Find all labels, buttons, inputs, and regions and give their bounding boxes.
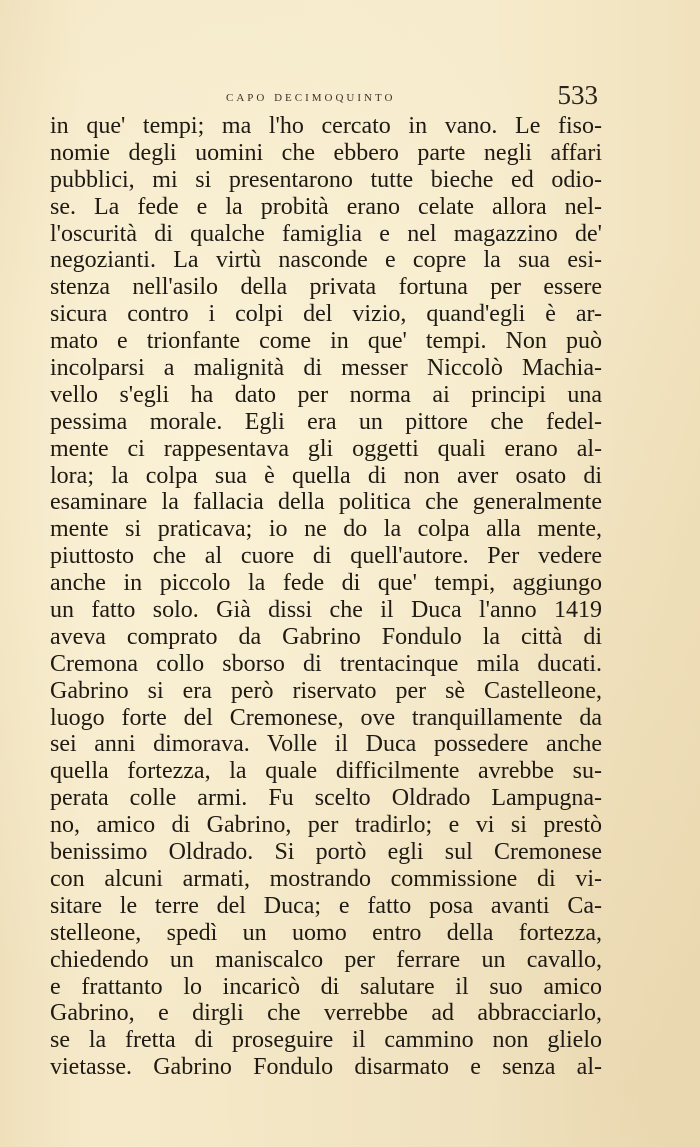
- text-line: con alcuni armati, mostrando commissione di vi-: [50, 865, 602, 892]
- text-line: chiedendo un maniscalco per ferrare un cavallo,: [50, 946, 602, 973]
- text-line: perata colle armi. Fu scelto Oldrado Lampugna-: [50, 785, 602, 812]
- text-line: pubblici, mi si presentarono tutte bieche ed odio-: [50, 166, 602, 193]
- text-line: sitare le terre del Duca; e fatto posa avanti Ca-: [50, 892, 602, 919]
- text-line: anche in piccolo la fede di que' tempi, aggiungo: [50, 570, 602, 597]
- text-line: nomie degli uomini che ebbero parte negli affari: [50, 139, 602, 166]
- text-line: Gabrino si era però riservato per sè Castelleone,: [50, 677, 602, 704]
- text-line: mente si praticava; io ne do la colpa alla mente,: [50, 516, 602, 543]
- text-line: sei anni dimorava. Volle il Duca possedere anche: [50, 731, 602, 758]
- text-line: se. La fede e la probità erano celate allora nel-: [50, 193, 602, 220]
- text-line: un fatto solo. Già dissi che il Duca l'anno 1419: [50, 597, 602, 624]
- text-line: quella fortezza, la quale difficilmente avrebbe su-: [50, 758, 602, 785]
- text-line: vietasse. Gabrino Fondulo disarmato e senza al-: [50, 1054, 602, 1081]
- text-line: vello s'egli ha dato per norma ai principi una: [50, 381, 602, 408]
- text-line: in que' tempi; ma l'ho cercato in vano. Le fiso-: [50, 113, 602, 139]
- text-line: no, amico di Gabrino, per tradirlo; e vi si prestò: [50, 812, 602, 839]
- text-line: mente ci rappesentava gli oggetti quali erano al-: [50, 435, 602, 462]
- text-line: stelleone, spedì un uomo entro della fortezza,: [50, 919, 602, 946]
- text-line: negozianti. La virtù nasconde e copre la sua esi-: [50, 247, 602, 274]
- text-line: lora; la colpa sua è quella di non aver osato di: [50, 462, 602, 489]
- text-line: incolparsi a malignità di messer Niccolò Machia-: [50, 355, 602, 382]
- running-title: capo decimoquinto: [226, 89, 396, 105]
- text-line: esaminare la fallacia della politica che generalmente: [50, 489, 602, 516]
- text-line: piuttosto che al cuore di quell'autore. Per vedere: [50, 543, 602, 570]
- body-text: [50, 113, 602, 1081]
- text-line: benissimo Oldrado. Si portò egli sul Cremonese: [50, 839, 602, 866]
- text-line: pessima morale. Egli era un pittore che fedel-: [50, 408, 602, 435]
- text-line: e frattanto lo incaricò di salutare il suo amico: [50, 973, 602, 1000]
- text-line: stenza nell'asilo della privata fortuna per essere: [50, 274, 602, 301]
- text-line: mato e trionfante come in que' tempi. Non può: [50, 328, 602, 355]
- text-line: aveva comprato da Gabrino Fondulo la città di: [50, 623, 602, 650]
- text-line: Gabrino, e dirgli che verrebbe ad abbracciarlo,: [50, 1000, 602, 1027]
- page-header: [40, 80, 600, 114]
- text-line: sicura contro i colpi del vizio, quand'egli è ar-: [50, 301, 602, 328]
- text-line: luogo forte del Cremonese, ove tranquillamente da: [50, 704, 602, 731]
- text-line: se la fretta di proseguire il cammino non glielo: [50, 1027, 602, 1054]
- text-line: l'oscurità di qualche famiglia e nel magazzino de': [50, 220, 602, 247]
- text-line: Cremona collo sborso di trentacinque mila ducati.: [50, 650, 602, 677]
- page-number: 533: [557, 80, 598, 110]
